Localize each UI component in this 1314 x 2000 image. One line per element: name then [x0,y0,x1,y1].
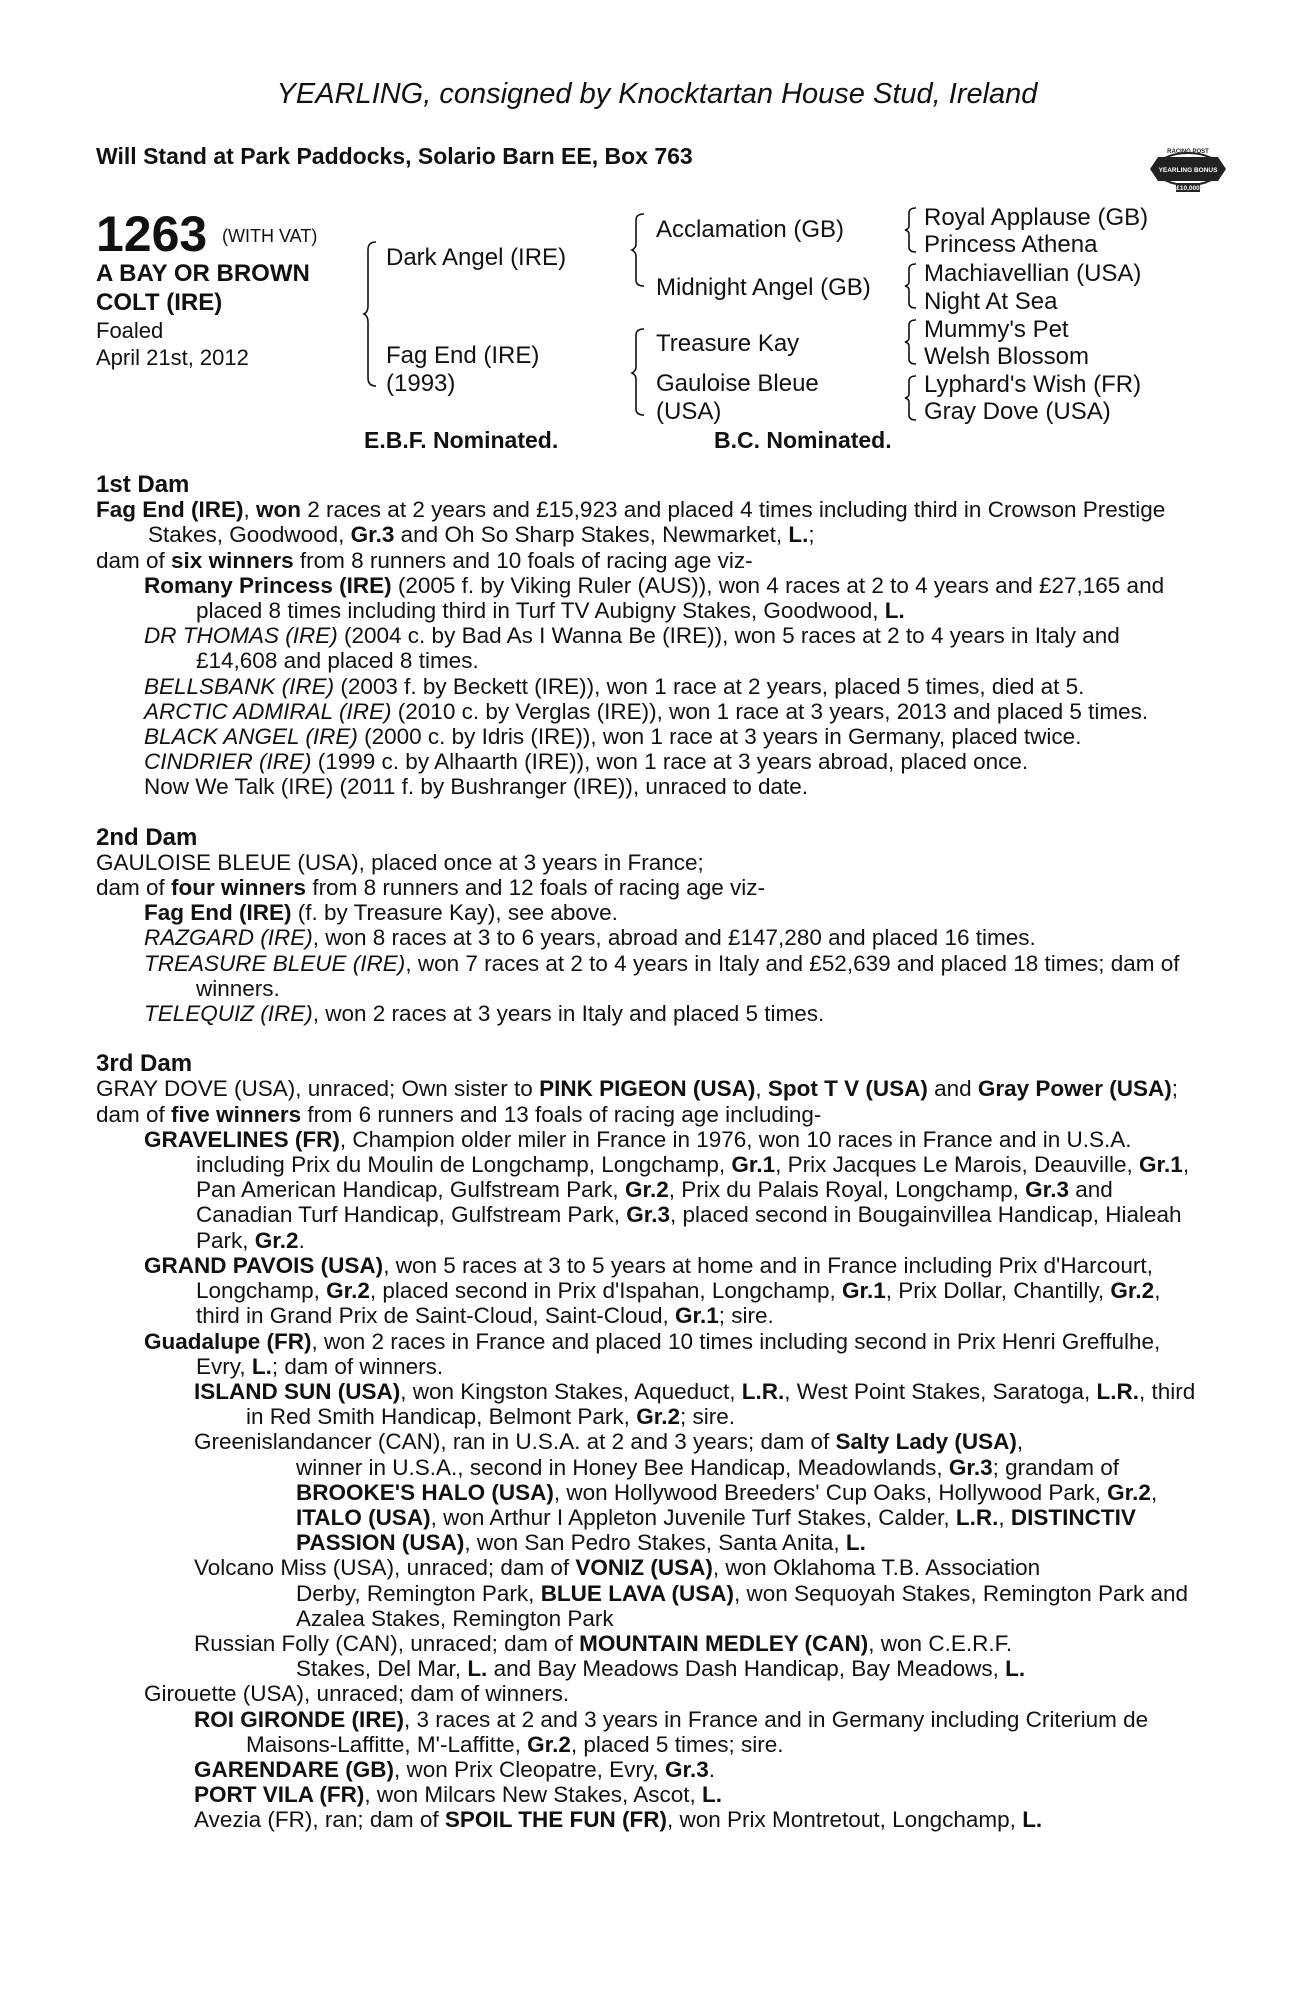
second-dam-record [96,850,1206,875]
italic-run: RAZGARD (IRE) [144,925,313,951]
foaled-date [96,317,249,371]
text-run: dam of [96,1101,172,1127]
text-run: , Champion older miler in France in 1976, won 10 races in France and in U.S.A. including Prix du Moulin de Longchamp, Longchamp, [196,1126,1132,1178]
text-run: 2 races at 2 years and £15,923 and placed 4 times including third in Crowson Prestige Stakes, Goodwood, [148,497,1166,548]
pedigree-dam-dam-name: Gauloise Bleue [656,370,819,397]
pedigree-dss: Mummy's Pet [924,316,1069,343]
text-run: , won 2 races in France and placed 10 times including second in Prix Henri Greffulhe, Evry, [196,1328,1161,1379]
text-run: Derby, Remington Park, [296,1580,541,1606]
produce-entry [96,1631,1206,1656]
pedigree-dam-year: (1993) [386,370,456,397]
catalogue-body [96,472,1206,1833]
bold-run: L. [884,598,905,624]
text-run: , won 7 races at 2 to 4 years in Italy and £52,639 and placed 18 times; dam of winners. [196,950,1180,1001]
dam-line-bracket [632,327,652,417]
vat-note: (WITH VAT) [222,226,318,246]
bracket-dd [904,374,922,422]
sire-dam-bracket [364,240,384,390]
produce-entry [96,1001,1206,1026]
text-run: , [1150,1479,1158,1505]
text-run: , Prix du Palais Royal, Longchamp, [668,1177,1026,1203]
text-run: GRAY DOVE (USA), unraced; Own sister to [96,1076,540,1102]
produce-entry [96,774,1206,799]
bold-run: Gr.3 [664,1756,709,1782]
third-dam-heading: 3rd Dam [96,1050,193,1078]
italic-run: TELEQUIZ (IRE) [144,1001,313,1027]
text-run: dam of [96,875,172,901]
produce-entry [96,1807,1206,1832]
italic-run: BELLSBANK (IRE) [144,673,335,699]
text-run: (2003 f. by Beckett (IRE)), won 1 race at 2 years, placed 5 times, died at 5. [334,673,1085,699]
horse-description [96,259,310,317]
text-run: , placed second in Bougainvillea Handicap, Hialeah Park, [196,1202,1182,1253]
foaled-label: Foaled [96,318,164,343]
text-run: , third in Red Smith Handicap, Belmont Park, [246,1378,1196,1430]
bold-run: ISLAND SUN (USA) [194,1378,401,1404]
bold-run: six winners [171,547,294,573]
bold-run: Fag End (IRE) [144,900,292,926]
bold-run: L. [467,1656,488,1682]
pedigree-dam-dam [656,370,819,426]
italic-run: ARCTIC ADMIRAL (IRE) [144,698,392,724]
text-run: , won San Pedro Stakes, Santa Anita, [464,1530,846,1556]
produce-entry [96,1555,1206,1580]
text-run: , won Hollywood Breeders' Cup Oaks, Hollywood Park, [553,1479,1108,1505]
pedigree-ssd: Princess Athena [924,231,1098,258]
badge-mid-text: YEARLING BONUS [1158,167,1218,174]
bold-run: Gr.2 [254,1227,299,1253]
third-dam-record [96,1076,1206,1101]
bold-run: L. [1005,1656,1026,1682]
produce-entry [96,1379,1206,1429]
produce-entry [96,900,1206,925]
text-run: and Canadian Turf Handicap, Gulfstream Park, [196,1177,1113,1228]
pedigree-sire-sire: Acclamation (GB) [656,216,845,243]
bracket-ds [904,318,922,366]
bold-run: Romany Princess (IRE) [144,572,392,598]
produce-entry [96,699,1206,724]
text-run: , Prix Jacques Le Marois, Deauville, [775,1152,1140,1178]
text-run: Now We Talk (IRE) (2011 f. by Bushranger (IRE)), unraced to date. [144,774,809,800]
bold-run: ITALO (USA) [296,1504,431,1530]
text-run: ; [1171,1076,1178,1102]
text-run: (f. by Treasure Kay), see above. [291,900,618,926]
produce-entry [96,749,1206,774]
bold-run: Gr.2 [1107,1479,1151,1505]
produce-entry [96,573,1206,623]
text-run: from 8 runners and 12 foals of racing age viz- [306,875,766,901]
bold-run: Spot T V (USA) [767,1076,928,1102]
bold-run: Gr.3 [948,1454,993,1480]
text-run: , [1016,1429,1024,1455]
text-run: , West Point Stakes, Saratoga, [784,1378,1097,1404]
produce-entry [96,1757,1206,1782]
text-run: winner in U.S.A., second in Honey Bee Handicap, Meadowlands, [296,1454,949,1480]
produce-entry [96,724,1206,749]
text-run: , won Prix Montretout, Longchamp, [667,1807,1023,1833]
bold-run: Gr.3 [350,522,395,548]
pedigree-sss: Royal Applause (GB) [924,204,1149,231]
pedigree-dam-name: Fag End (IRE) [386,342,540,369]
second-dam-produce-summary [96,875,1206,900]
produce-entry [96,1429,1206,1454]
bold-run: Gr.3 [1025,1177,1069,1203]
produce-entry [96,623,1206,673]
text-run: , won Milcars New Stakes, Ascot, [364,1782,703,1808]
bold-run: four winners [171,875,307,901]
bold-run: GRAVELINES (FR) [144,1126,340,1152]
produce-entry [96,1707,1206,1757]
text-run: , won 8 races at 3 to 6 years, abroad and £147,280 and placed 16 times. [312,925,1036,951]
text-run: , Prix Dollar, Chantilly, [885,1278,1111,1304]
pedigree-sds: Machiavellian (USA) [924,260,1142,287]
bold-run: L.R. [1096,1378,1139,1404]
bold-run: DISTINCTIV PASSION (USA) [296,1504,1136,1556]
text-run: . [298,1227,305,1253]
text-run: , won Oklahoma T.B. Association [712,1555,1041,1581]
italic-run: BLACK ANGEL (IRE) [144,724,358,750]
produce-entry-continued [96,1455,1206,1556]
bold-run: BROOKE'S HALO (USA) [296,1479,554,1505]
bold-run: Gr.1 [674,1303,719,1329]
bold-run: ROI GIRONDE (IRE) [194,1706,405,1732]
produce-entry [96,1253,1206,1329]
text-run: , placed second in Prix d'Ispahan, Longchamp, [369,1278,842,1304]
produce-entry [96,925,1206,950]
foaled-value: April 21st, 2012 [96,345,249,370]
ebf-nominated: E.B.F. Nominated. [364,427,559,453]
text-run: , won Kingston Stakes, Aqueduct, [400,1378,742,1404]
bold-run: Gr.2 [636,1404,680,1430]
bold-run: Gr.1 [841,1278,886,1304]
produce-entry [96,951,1206,1001]
first-dam-record [96,497,1206,547]
text-run: Stakes, Del Mar, [296,1656,468,1682]
text-run: Avezia (FR), ran; dam of [194,1807,445,1833]
bold-run: five winners [171,1101,302,1127]
sire-line-bracket [632,212,652,288]
text-run: ; grandam of [992,1454,1119,1480]
first-dam-produce-summary [96,548,1206,573]
text-run: , 3 races at 2 and 3 years in France and in Germany including Criterium de Maisons-Laffitte, M'-Laffitte, [246,1706,1149,1757]
text-run: Girouette (USA), unraced; dam of winners. [144,1681,570,1707]
text-run: from 6 runners and 13 foals of racing age including- [301,1101,822,1127]
bold-run: Gr.2 [624,1177,669,1203]
produce-entry-continued [96,1656,1206,1681]
bold-run: Guadalupe (FR) [144,1328,312,1354]
text-run: (2004 c. by Bad As I Wanna Be (IRE)), won 5 races at 2 to 4 years in Italy and £14,608 and placed 8 times. [196,623,1120,674]
stand-location: Will Stand at Park Paddocks, Solario Barn EE, Box 763 [96,143,693,169]
badge-amount-text: £10,000 [1176,185,1200,192]
text-run: , [243,497,257,523]
second-dam-heading: 2nd Dam [96,823,198,851]
italic-run: CINDRIER (IRE) [144,749,312,775]
text-run: (1999 c. by Alhaarth (IRE)), won 1 race at 3 years abroad, placed once. [311,749,1029,775]
produce-entry [96,1329,1206,1379]
text-run: GAULOISE BLEUE (USA), placed once at 3 years in France; [96,849,704,875]
text-run: , Pan American Handicap, Gulfstream Park, [196,1152,1190,1203]
text-run: , won Prix Cleopatre, Evry, [394,1756,665,1782]
bold-run: BLUE LAVA (USA) [540,1580,735,1606]
italic-run: TREASURE BLEUE (IRE) [144,950,406,976]
text-run: Volcano Miss (USA), unraced; dam of [194,1555,576,1581]
text-run: , placed 5 times; sire. [570,1731,784,1757]
page-title: YEARLING, consigned by Knocktartan House Stud, Ireland [276,78,1038,110]
bold-run: L. [1022,1807,1043,1833]
text-run: Greenislandancer (CAN), ran in U.S.A. at 2 and 3 years; dam of [194,1429,836,1455]
pedigree-dam [386,342,539,398]
text-run: ; [808,522,815,548]
text-run: ; sire. [679,1404,735,1430]
third-dam-produce-summary [96,1102,1206,1127]
text-run: (2000 c. by Idris (IRE)), won 1 race at 3 years in Germany, placed twice. [357,724,1082,750]
bc-nominated: B.C. Nominated. [714,427,892,453]
pedigree-dam-dam-country: (USA) [656,398,722,425]
bold-run: Gr.2 [527,1731,571,1757]
bold-run: PORT VILA (FR) [194,1782,365,1808]
text-run: and Oh So Sharp Stakes, Newmarket, [394,522,789,548]
bracket-ss [904,206,922,254]
bold-run: L.R. [955,1504,999,1530]
colt-line-1: A BAY OR BROWN [96,260,310,287]
bold-run: SPOIL THE FUN (FR) [444,1807,667,1833]
text-run: , won Sequoyah Stakes, Remington Park and Azalea Stakes, Remington Park [296,1580,1189,1631]
text-run: , third in Grand Prix de Saint-Cloud, Saint-Cloud, [196,1278,1161,1329]
colt-line-2: COLT (IRE) [96,289,223,316]
bold-run: GRAND PAVOIS (USA) [144,1252,384,1278]
pedigree-dsd: Welsh Blossom [924,343,1089,370]
yearling-bonus-badge-icon [1148,145,1228,198]
text-run: and [927,1076,978,1102]
produce-entry [96,1681,1206,1706]
bold-run: Gr.2 [1110,1278,1155,1304]
bold-run: Fag End (IRE) [96,497,244,523]
bold-run: MOUNTAIN MEDLEY (CAN) [579,1630,869,1656]
bold-run: VONIZ (USA) [575,1555,713,1581]
text-run: ; dam of winners. [271,1353,444,1379]
text-run: from 8 runners and 10 foals of racing age viz- [293,547,753,573]
bold-run: L.R. [741,1378,785,1404]
text-run: , won C.E.R.F. [868,1630,1013,1656]
produce-entry [96,674,1206,699]
lot-number: 1263 [96,206,208,262]
text-run: . [708,1756,715,1782]
produce-entry-continued [96,1581,1206,1631]
pedigree-sire: Dark Angel (IRE) [386,244,567,271]
text-run: , won 2 races at 3 years in Italy and placed 5 times. [312,1001,825,1027]
pedigree-dam-sire: Treasure Kay [656,330,800,357]
text-run: dam of [96,547,172,573]
text-run: and Bay Meadows Dash Handicap, Bay Meadows, [487,1656,1006,1682]
text-run: , [998,1504,1011,1530]
bold-run: Salty Lady (USA) [835,1429,1017,1455]
text-run: , won 5 races at 3 to 5 years at home and in France including Prix d'Harcourt, Longchamp, [196,1252,1153,1304]
bold-run: won [256,497,302,523]
text-run: (2005 f. by Viking Ruler (AUS)), won 4 races at 2 to 4 years and £27,165 and placed 8 times including third in Turf TV Aubigny Stakes, Goodwood, [196,572,1165,624]
bracket-sd [904,262,922,310]
italic-run: DR THOMAS (IRE) [144,623,338,649]
pedigree-dds: Lyphard's Wish (FR) [924,371,1142,398]
badge-top-text: RACING POST [1167,149,1209,155]
pedigree-sdd: Night At Sea [924,288,1058,315]
bold-run: Gr.3 [626,1202,670,1228]
bold-run: L. [702,1782,723,1808]
bold-run: L. [788,522,809,548]
pedigree-ddd: Gray Dove (USA) [924,398,1111,425]
text-run: Russian Folly (CAN), unraced; dam of [194,1630,580,1656]
bold-run: PINK PIGEON (USA) [539,1076,756,1102]
text-run: (2010 c. by Verglas (IRE)), won 1 race at 3 years, 2013 and placed 5 times. [391,698,1149,724]
bold-run: Gr.1 [1139,1152,1183,1178]
bold-run: L. [845,1530,866,1556]
text-run: , [755,1076,768,1102]
bold-run: Gr.1 [731,1152,776,1178]
pedigree-sire-dam: Midnight Angel (GB) [656,274,871,301]
first-dam-heading: 1st Dam [96,471,190,498]
text-run: ; sire. [718,1303,774,1329]
bold-run: L. [251,1353,272,1379]
bold-run: Gr.2 [326,1278,370,1304]
produce-entry [96,1782,1206,1807]
bold-run: GARENDARE (GB) [194,1756,394,1782]
bold-run: Gray Power (USA) [977,1076,1172,1102]
text-run: , won Arthur I Appleton Juvenile Turf Stakes, Calder, [430,1504,956,1530]
produce-entry [96,1127,1206,1253]
